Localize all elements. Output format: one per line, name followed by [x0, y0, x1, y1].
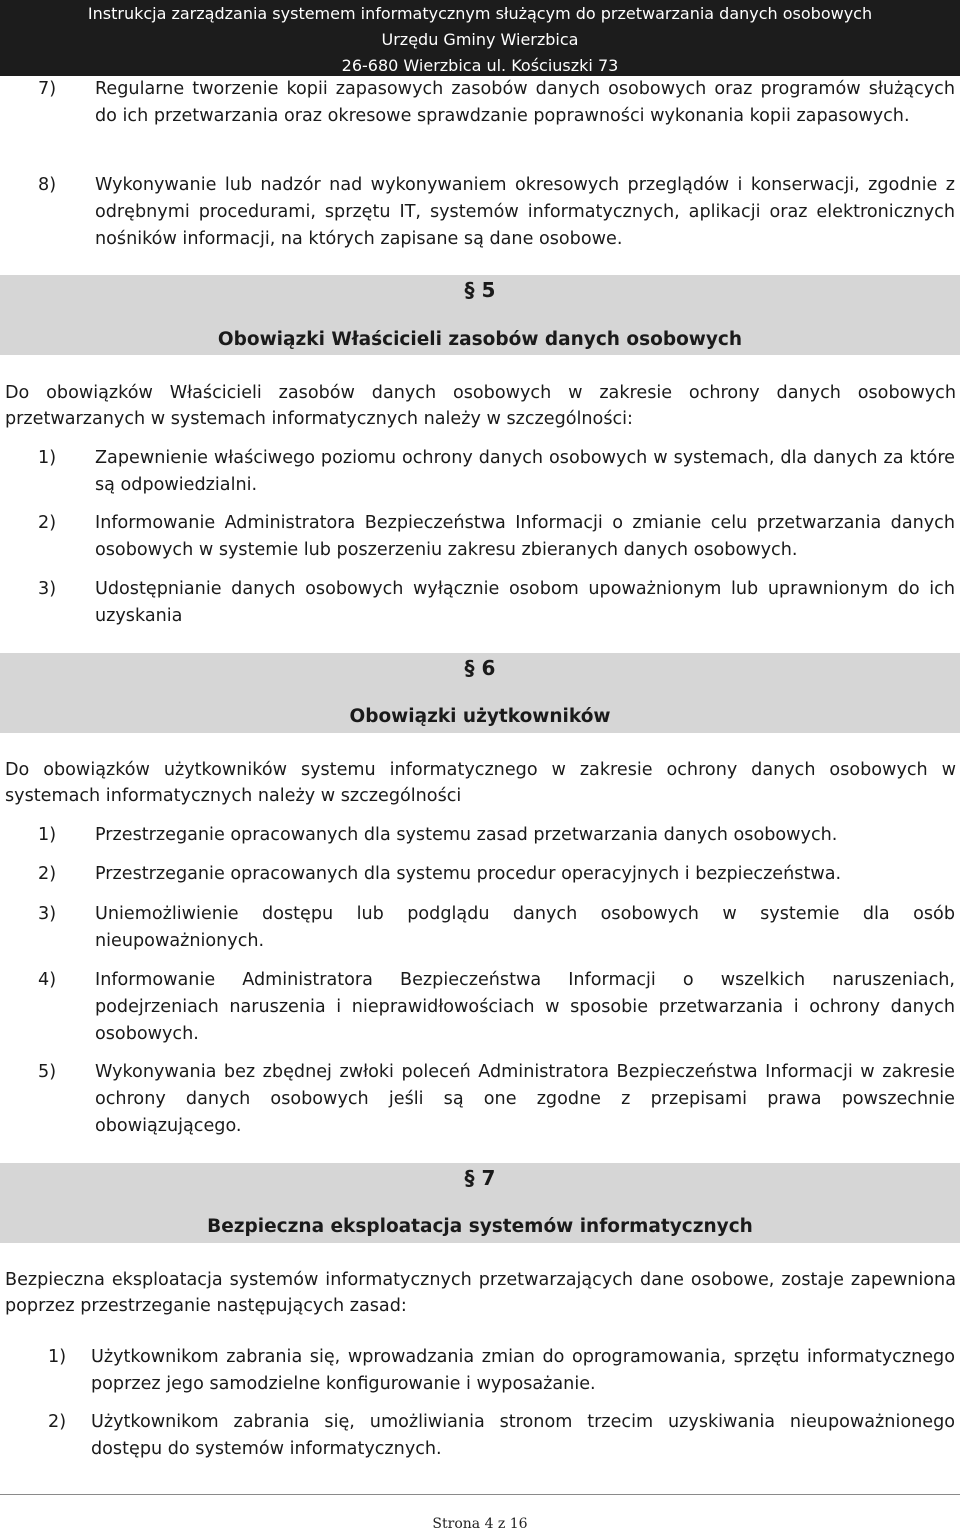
- list-item: [0, 822, 960, 849]
- section-title: Bezpieczna eksploatacja systemów informatycznych: [207, 1216, 753, 1237]
- list-item: [0, 1059, 960, 1140]
- list-item-text: Użytkownikom zabrania się, umożliwiania stronom trzecim uzyskiwania nieupoważnionego dostępu do systemów informatycznych.: [91, 1412, 955, 1459]
- list-item: [0, 445, 960, 499]
- list-item: [0, 576, 960, 630]
- list-item-text: Uniemożliwienie dostępu lub podglądu danych osobowych w systemie dla osób nieupoważnionych.: [95, 904, 955, 951]
- list-item: [0, 172, 960, 253]
- section-intro: Do obowiązków użytkowników systemu informatycznego w zakresie ochrony danych osobowych w systemach informatycznych należy w szczególności: [5, 760, 956, 806]
- list-item-text: Przestrzeganie opracowanych dla systemu procedur operacyjnych i bezpieczeństwa.: [95, 864, 842, 884]
- section-number: § 6: [464, 656, 496, 680]
- list-item-number: 7): [38, 79, 57, 99]
- list-item: [0, 1409, 960, 1463]
- section-number: § 5: [464, 278, 496, 302]
- section-intro: Do obowiązków Właścicieli zasobów danych osobowych w zakresie ochrony danych osobowych przetwarzanych w systemach informatycznych należy w szczególności:: [5, 383, 956, 429]
- page-number: Strona 4 z 16: [432, 1516, 528, 1532]
- list-item-text: Informowanie Administratora Bezpieczeństwa Informacji o wszelkich naruszeniach, podejrzeniach naruszenia i nieprawidłowościach w sposobie przetwarzania i ochrony danych osobowych.: [95, 970, 955, 1044]
- list-item-number: 2): [48, 1412, 67, 1432]
- list-item-number: 2): [38, 513, 57, 533]
- list-item-text: Zapewnienie właściwego poziomu ochrony danych osobowych w systemach, dla danych za które są odpowiedzialni.: [95, 448, 955, 495]
- section-title: Obowiązki użytkowników: [349, 706, 611, 727]
- list-item-number: 3): [38, 904, 57, 924]
- list-item-text: Wykonywania bez zbędnej zwłoki poleceń Administratora Bezpieczeństwa Informacji w zakresie ochrony danych osobowych jeśli są one zgodne z przepisami prawa powszechnie obowiązującego.: [95, 1062, 955, 1136]
- list-item-text: Informowanie Administratora Bezpieczeństwa Informacji o zmianie celu przetwarzania danych osobowych w systemie lub poszerzeniu zakresu zbieranych danych osobowych.: [95, 513, 955, 560]
- section-intro: Bezpieczna eksploatacja systemów informatycznych przetwarzających dane osobowe, zostaje zapewniona poprzez przestrzeganie następujących zasad:: [5, 1270, 956, 1316]
- header-organization: Urzędu Gminy Wierzbica: [381, 30, 579, 49]
- header-title: Instrukcja zarządzania systemem informatycznym służącym do przetwarzania danych osobowych: [87, 4, 873, 23]
- list-item-text: Przestrzeganie opracowanych dla systemu zasad przetwarzania danych osobowych.: [95, 825, 838, 845]
- document-header: [0, 0, 960, 76]
- list-item-text: Udostępnianie danych osobowych wyłącznie osobom upoważnionym lub uprawnionym do ich uzyskania: [95, 579, 955, 626]
- list-item: [0, 861, 960, 888]
- section-title: Obowiązki Właścicieli zasobów danych osobowych: [217, 329, 743, 350]
- list-item-number: 5): [38, 1062, 57, 1082]
- list-item: [0, 76, 960, 130]
- list-item: [0, 901, 960, 955]
- list-item: [0, 510, 960, 564]
- list-item-text: Regularne tworzenie kopii zapasowych zasobów danych osobowych oraz programów służących do ich przetwarzania oraz okresowe sprawdzanie poprawności wykonania kopii zapasowych.: [95, 79, 955, 126]
- list-item-number: 3): [38, 579, 57, 599]
- list-item-number: 1): [38, 825, 57, 845]
- list-item: [0, 1344, 960, 1398]
- list-item-text: Wykonywanie lub nadzór nad wykonywaniem okresowych przeglądów i konserwacji, zgodnie z odrębnymi procedurami, sprzętu IT, systemów informatycznych, aplikacji oraz elektronicznych nośników informacji, na których zapisane są dane osobowe.: [95, 175, 955, 249]
- footer-divider: [0, 1494, 960, 1495]
- section-number: § 7: [464, 1166, 496, 1190]
- list-item-number: 2): [38, 864, 57, 884]
- list-item-number: 1): [48, 1347, 67, 1367]
- list-item: [0, 967, 960, 1048]
- list-item-number: 4): [38, 970, 57, 990]
- header-address: 26-680 Wierzbica ul. Kościuszki 73: [341, 56, 619, 75]
- list-item-number: 8): [38, 175, 57, 195]
- list-item-number: 1): [38, 448, 57, 468]
- list-item-text: Użytkownikom zabrania się, wprowadzania zmian do oprogramowania, sprzętu informatycznego poprzez jego samodzielne konfigurowanie i wyposażanie.: [91, 1347, 955, 1394]
